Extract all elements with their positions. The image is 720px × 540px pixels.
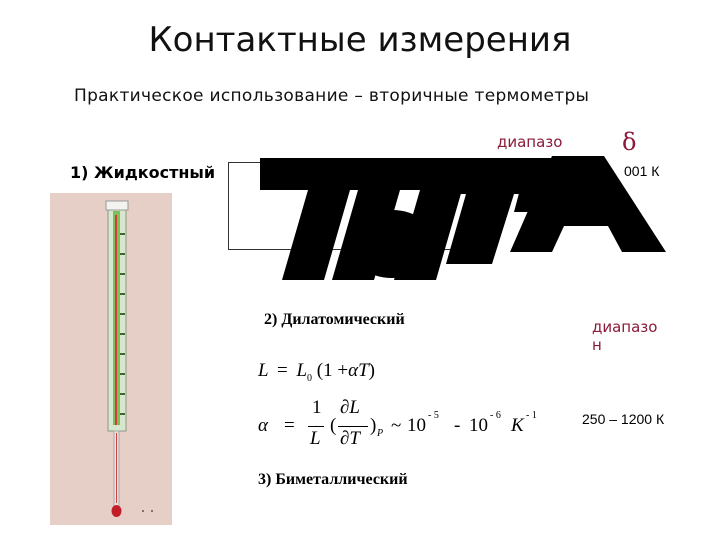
- formula1-t: T: [358, 360, 369, 381]
- formula2-approx: ~: [391, 415, 402, 436]
- overlapping-black-glyphs: [252, 152, 672, 280]
- formula2-exp1: - 5: [428, 410, 439, 421]
- formula1-l0: L: [296, 360, 308, 381]
- formula2-ten2: 10: [469, 415, 488, 436]
- frac1-denominator: L: [310, 428, 321, 449]
- range-column-label: диапазо: [497, 133, 563, 151]
- formula2-ten1: 10: [407, 415, 426, 436]
- thermometer-photo: [50, 193, 172, 525]
- section-bimetallic-heading: 3) Биметаллический: [258, 471, 408, 488]
- range-label-2: [592, 318, 657, 354]
- formula2-alpha: α: [258, 415, 268, 436]
- formula2-minus: -: [454, 415, 461, 436]
- dilatometric-range-value: 250 – 1200 К: [582, 411, 665, 427]
- page-title: Контактные измерения: [148, 20, 572, 60]
- formula1-close: ): [368, 360, 375, 381]
- range-label-line-2: н: [592, 336, 602, 354]
- frac2-denominator: ∂T: [340, 428, 360, 449]
- formula2-unit: K: [511, 415, 524, 436]
- page-subtitle: Практическое использование – вторичные термометры: [74, 86, 590, 106]
- section-liquid-heading: 1) Жидкостный: [70, 163, 216, 182]
- formula1-l0-sub: 0: [307, 372, 313, 384]
- frac2-bar: [338, 426, 368, 427]
- formula1-open: (1 +: [316, 360, 349, 381]
- formula-length: [258, 360, 375, 384]
- section-dilatometric-heading: 2) Дилатомический: [264, 311, 405, 328]
- formula-alpha: [258, 397, 558, 455]
- formula2-open: (: [330, 415, 337, 436]
- formula2-close: ): [370, 415, 377, 436]
- formula2-eq: =: [284, 415, 295, 436]
- formula1-eq: =: [276, 360, 288, 381]
- formula1-lhs: L: [258, 360, 269, 381]
- range-label-line-1: диапазо: [592, 318, 658, 336]
- frac1-bar: [308, 426, 324, 427]
- liquid-accuracy-fragment: 001 К: [624, 163, 660, 179]
- frac1-numerator: 1: [312, 397, 322, 418]
- accuracy-symbol: δ: [622, 128, 637, 156]
- frac2-numerator: ∂L: [340, 397, 360, 418]
- formula2-unit-exp: - 1: [526, 410, 537, 421]
- formula2-exp2: - 6: [490, 410, 501, 421]
- formula2-sub-p: P: [377, 428, 384, 439]
- formula1-alpha: α: [348, 360, 359, 381]
